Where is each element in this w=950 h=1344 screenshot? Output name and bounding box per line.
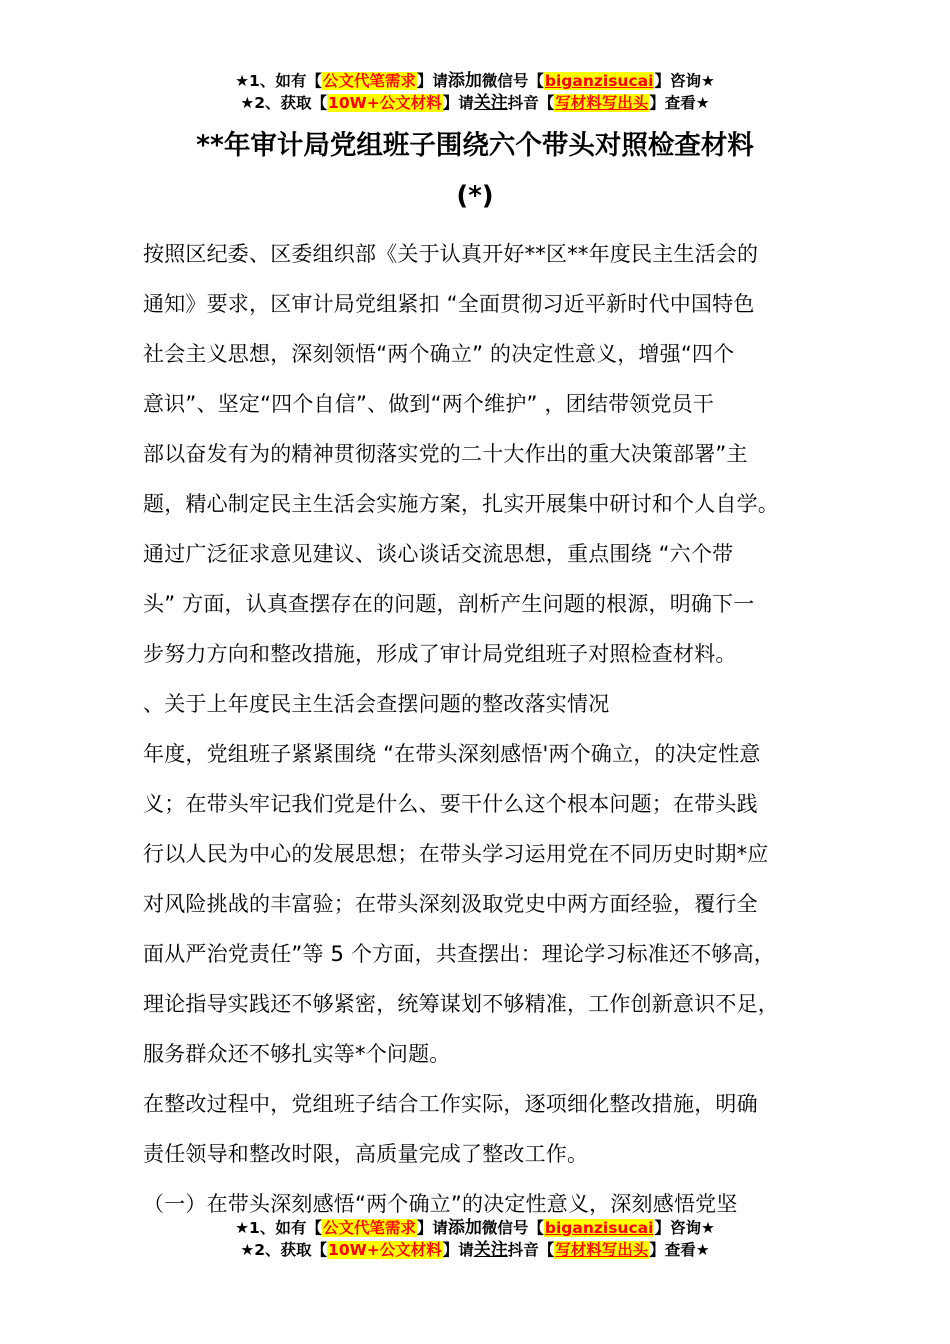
banner-line-1 <box>0 70 950 92</box>
document-title: **年审计局党组班子围绕六个带头对照检查材料 <box>196 130 754 161</box>
body-line: 步努力方向和整改措施，形成了审计局党组班子对照检查材料。 <box>143 642 737 666</box>
banner-text: 】咨询★ <box>654 1219 715 1237</box>
body-line: 部以奋发有为的精神贯彻落实党的二十大作出的重大决策部署”主 <box>143 442 748 466</box>
banner-line-2 <box>0 1239 950 1261</box>
body-line: 通过广泛征求意见建议、谈心谈话交流思想，重点围绕 “六个带 <box>143 542 734 566</box>
body-line: 意识”、坚定“四个自信”、做到“两个维护” ，团结带领党员干 <box>143 392 715 416</box>
banner-line-1 <box>0 1217 950 1239</box>
banner-emphasis-add: 添加 <box>447 71 482 91</box>
banner-text: 微信号【 <box>481 1219 544 1237</box>
body-line: 对风险挑战的丰富验；在带头深刻汲取党史中两方面经验，覆行全 <box>143 892 758 916</box>
highlight-materials: 10W+公文材料 <box>328 94 442 112</box>
banner-text: 】查看★ <box>649 94 710 112</box>
highlight-douyin-account: 写材料写出头 <box>555 1241 649 1259</box>
body-line: 年度，党组班子紧紧围绕 “在带头深刻感悟'两个确立，的决定性意 <box>143 742 761 766</box>
banner-text: 微信号【 <box>481 72 544 90</box>
body-line: 在整改过程中，党组班子结合工作实际，逐项细化整改措施，明确 <box>143 1092 758 1116</box>
banner-emphasis-follow: 关注 <box>473 1240 508 1260</box>
banner-text: 】请 <box>442 1241 474 1259</box>
highlight-materials: 10W+公文材料 <box>328 1241 442 1259</box>
banner-text: ★1、如有【 <box>235 1219 322 1237</box>
banner-emphasis-add: 添加 <box>447 1218 482 1238</box>
document-subtitle: (*) <box>456 181 494 211</box>
banner-text: 】请 <box>416 1219 448 1237</box>
banner-text: ★2、获取【 <box>240 1241 328 1259</box>
body-line: 理论指导实践还不够紧密，统筹谋划不够精准，工作创新意识不足， <box>143 992 779 1016</box>
footer-banner <box>0 1217 950 1261</box>
banner-emphasis-follow: 关注 <box>473 93 508 113</box>
banner-text: ★1、如有【 <box>235 72 322 90</box>
body-line: 行以人民为中心的发展思想；在带头学习运用党在不同历史时期*应 <box>143 842 769 866</box>
body-line: 按照区纪委、区委组织部《关于认真开好**区**年度民主生活会的 <box>143 242 759 266</box>
highlight-douyin-account: 写材料写出头 <box>555 94 649 112</box>
body-line: 社会主义思想，深刻领悟“两个确立” 的决定性意义，增强“四个 <box>143 342 735 366</box>
banner-text: 】咨询★ <box>654 72 715 90</box>
banner-text: 】请 <box>442 94 474 112</box>
banner-text: 抖音【 <box>507 1241 555 1259</box>
body-line: 面从严治党责任”等 5 个方面，共查摆出：理论学习标准还不够高， <box>143 942 775 966</box>
subsection-heading: （一）在带头深刻感悟“两个确立”的决定性意义，深刻感悟党坚 <box>143 1192 738 1216</box>
highlight-writing-service: 公文代笔需求 <box>322 72 416 90</box>
banner-text: ★2、获取【 <box>240 94 328 112</box>
body-line: 题，精心制定民主生活会实施方案，扎实开展集中研讨和个人自学。 <box>143 492 779 516</box>
body-line: 头” 方面，认真查摆存在的问题，剖析产生问题的根源，明确下一 <box>143 592 755 616</box>
body-line: 通知》要求，区审计局党组紧扣 “全面贯彻习近平新时代中国特色 <box>143 292 755 316</box>
banner-text: 】查看★ <box>649 1241 710 1259</box>
body-line: 义；在带头牢记我们党是什么、要干什么这个根本问题；在带头践 <box>143 792 758 816</box>
body-line: 责任领导和整改时限，高质量完成了整改工作。 <box>143 1142 589 1166</box>
banner-text: 抖音【 <box>507 94 555 112</box>
body-line: 服务群众还不够扎实等*个问题。 <box>143 1042 451 1066</box>
header-banner <box>0 70 950 114</box>
document-body <box>143 229 833 1229</box>
highlight-writing-service: 公文代笔需求 <box>322 1219 416 1237</box>
section-heading: 、关于上年度民主生活会查摆问题的整改落实情况 <box>143 692 610 716</box>
highlight-wechat-id: biganzisucai <box>544 72 654 90</box>
banner-line-2 <box>0 92 950 114</box>
banner-text: 】请 <box>416 72 448 90</box>
highlight-wechat-id: biganzisucai <box>544 1219 654 1237</box>
